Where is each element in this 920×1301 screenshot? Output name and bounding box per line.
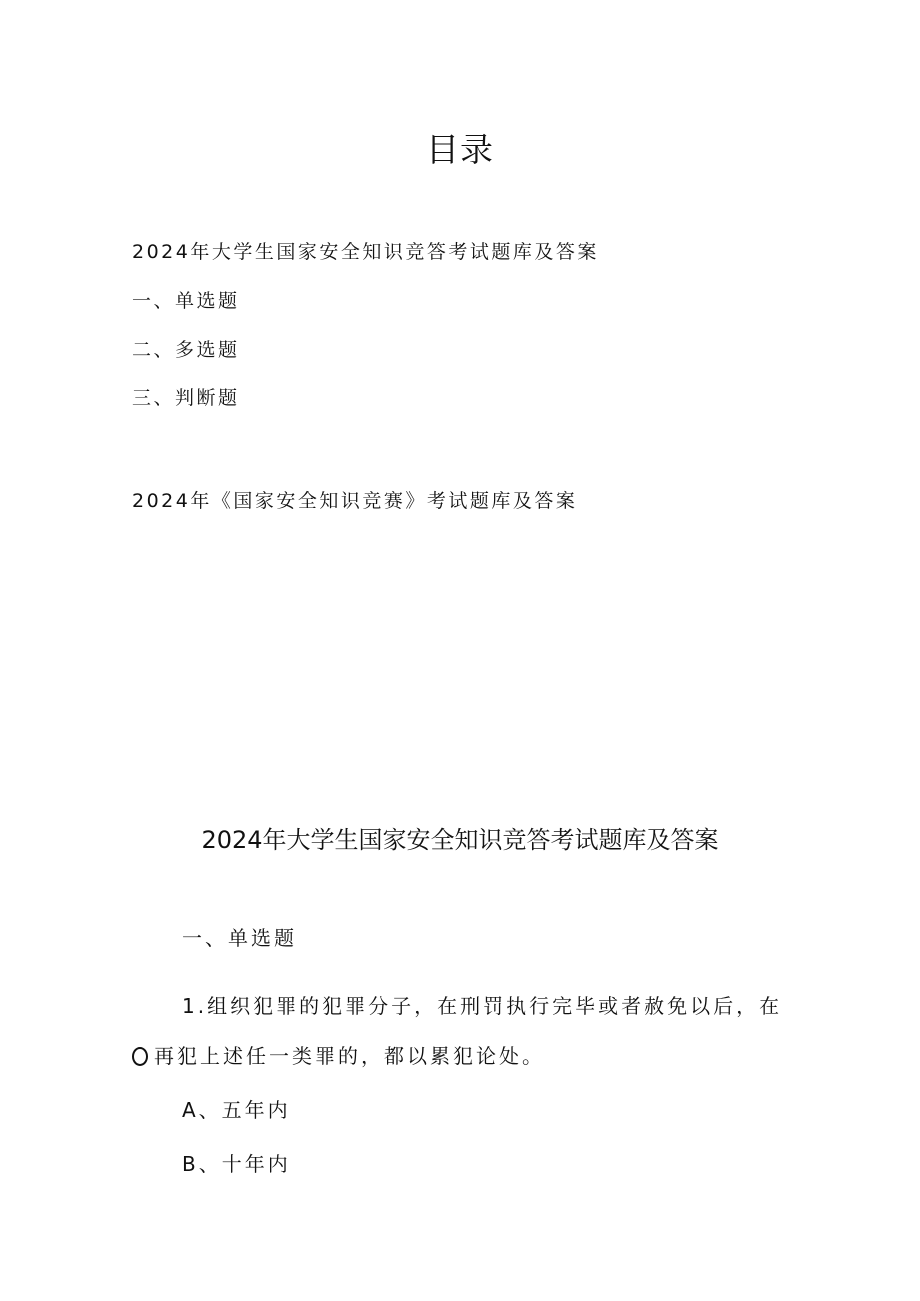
option-b: B、十年内 — [182, 1152, 291, 1176]
question-1-line-1: 1.组织犯罪的犯罪分子，在刑罚执行完毕或者赦免以后，在 — [182, 994, 783, 1018]
toc-entry-true-false[interactable]: 三、判断题 — [132, 387, 240, 409]
section-heading: 一、单选题 — [182, 926, 297, 950]
toc-entry-single-choice[interactable]: 一、单选题 — [132, 290, 240, 312]
question-1-line-2 — [132, 1040, 545, 1069]
option-a: A、五年内 — [182, 1098, 291, 1122]
toc-entry-main-title[interactable]: 2024年大学生国家安全知识竞答考试题库及答案 — [132, 241, 599, 263]
toc-entry-multiple-choice[interactable]: 二、多选题 — [132, 339, 240, 361]
section-title: 2024年大学生国家安全知识竞答考试题库及答案 — [201, 826, 719, 854]
toc-entry-competition-title[interactable]: 2024年《国家安全知识竞赛》考试题库及答案 — [132, 490, 578, 512]
question-1-line-2-text: 再犯上述任一类罪的，都以累犯论处。 — [154, 1044, 545, 1068]
blank-circle-icon — [132, 1047, 148, 1066]
toc-title: 目录 — [426, 130, 494, 169]
